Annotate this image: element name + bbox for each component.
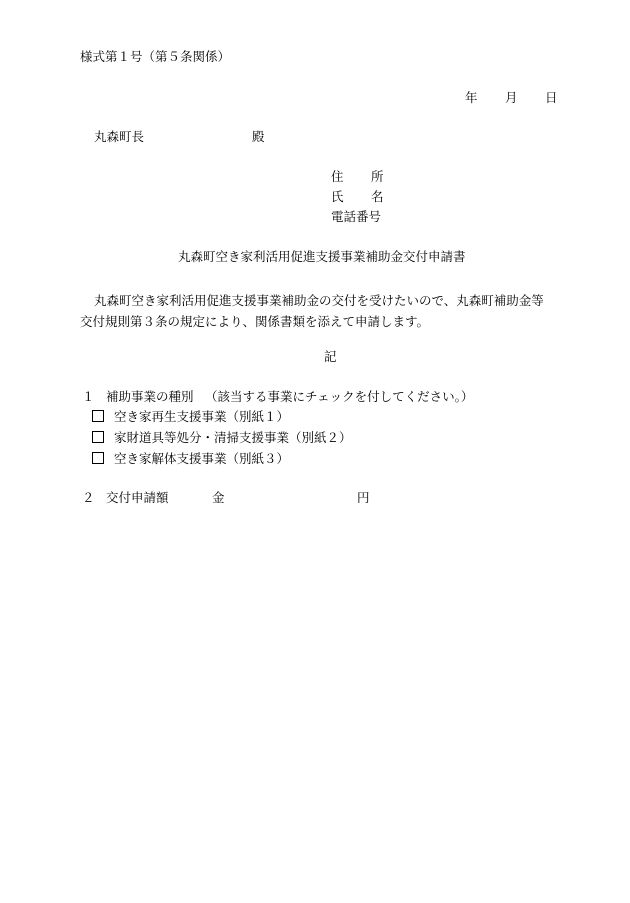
section1-number: １ — [82, 389, 95, 404]
name-label-char-1: 氏 — [331, 189, 344, 204]
note-heading: 記 — [324, 349, 337, 364]
section1-instruction: （該当する事業にチェックを付してください。） — [205, 389, 474, 404]
option-label-1: 空き家再生支援事業（別紙１） — [114, 409, 290, 424]
date-day-label: 日 — [545, 90, 558, 105]
form-number: 様式第１号（第５条関係） — [80, 49, 231, 64]
section1-label: 補助事業の種別 — [106, 389, 194, 404]
option-label-2: 家財道具等処分・清掃支援事業（別紙２） — [114, 430, 352, 445]
addressee-title: 丸森町長 — [94, 129, 145, 144]
option-row-3 — [92, 451, 289, 467]
option-label-3: 空き家解体支援事業（別紙３） — [114, 451, 290, 466]
option-checkbox-3[interactable] — [92, 452, 104, 464]
option-checkbox-2[interactable] — [92, 431, 104, 443]
addressee-honorific: 殿 — [252, 129, 265, 144]
address-label-char-1: 住 — [331, 169, 344, 184]
section2-number: ２ — [82, 490, 95, 505]
option-checkbox-1[interactable] — [92, 410, 104, 422]
option-row-2 — [92, 430, 352, 446]
date-year-label: 年 — [465, 90, 478, 105]
date-month-label: 月 — [505, 90, 518, 105]
section2-label: 交付申請額 — [106, 490, 169, 505]
document-title: 丸森町空き家利活用促進支援事業補助金交付申請書 — [178, 249, 466, 264]
address-label-char-2: 所 — [371, 169, 384, 184]
body-paragraph: 丸森町空き家利活用促進支援事業補助金の交付を受けたいので、丸森町補助金等交付規則第３条の規定により、関係書類を添えて申請します。 — [80, 293, 544, 329]
name-label-char-2: 名 — [371, 189, 384, 204]
option-row-1 — [92, 409, 289, 425]
section2-unit: 円 — [357, 490, 370, 505]
section2-prefix: 金 — [212, 490, 225, 505]
phone-label: 電話番号 — [331, 209, 382, 224]
